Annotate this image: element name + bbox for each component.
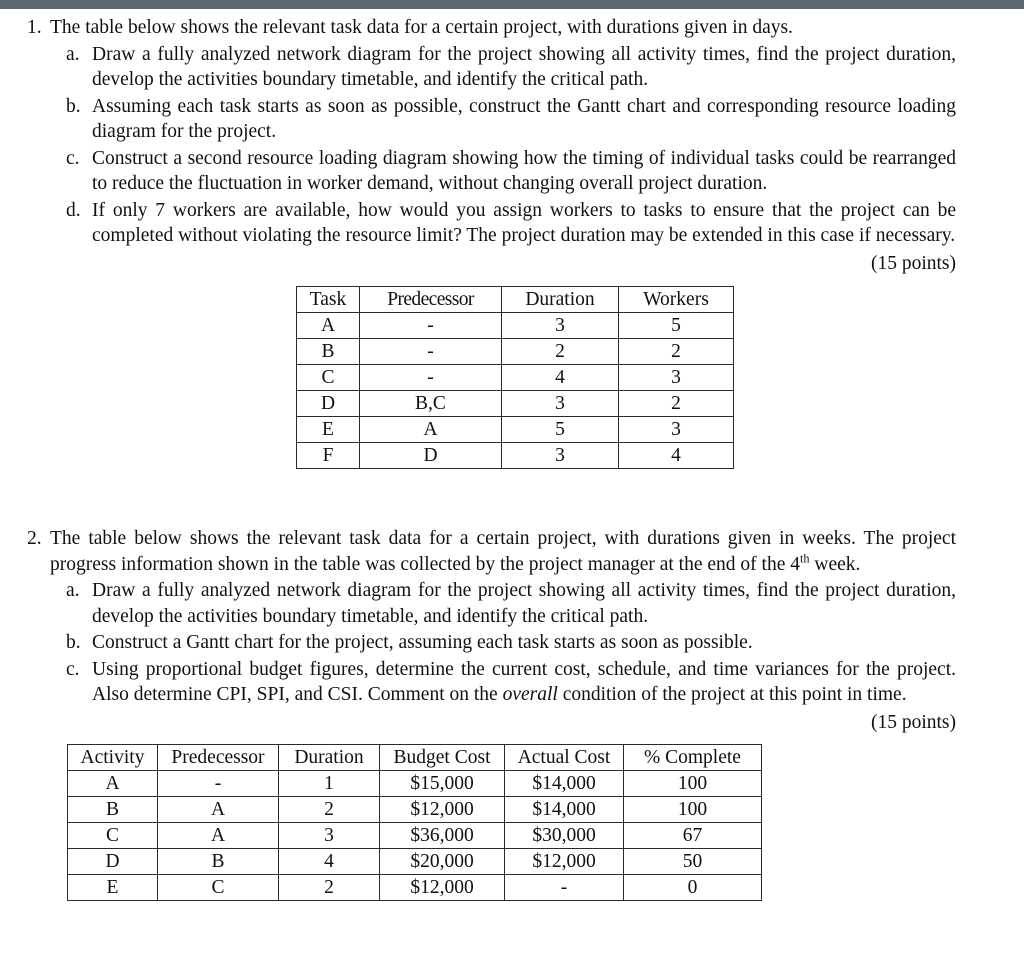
cell-predecessor: B [158, 849, 279, 875]
cell-predecessor: A [158, 823, 279, 849]
cell-budget-cost: $36,000 [380, 823, 505, 849]
question-2 [0, 526, 1024, 735]
cell-workers: 3 [619, 417, 734, 443]
question-1-subitem-a-marker: a. [66, 43, 80, 65]
question-1 [0, 15, 1024, 276]
column-header-duration: Duration [502, 287, 619, 313]
task-data-table-container [0, 276, 1024, 469]
cell-budget-cost: $20,000 [380, 849, 505, 875]
question-2-marker: 2. [27, 528, 42, 549]
cell-duration: 2 [279, 797, 380, 823]
cell-percent-complete: 67 [624, 823, 762, 849]
column-header-budget-cost: Budget Cost [380, 745, 505, 771]
question-2-subitem-c-text [92, 657, 1024, 708]
question-1-marker: 1. [27, 17, 42, 38]
column-header-task: Task [297, 287, 360, 313]
cell-activity: C [68, 823, 158, 849]
question-1-stem: The table below shows the relevant task data for a certain project, with durations given in days. [50, 17, 793, 38]
cell-actual-cost: $14,000 [505, 771, 624, 797]
section-spacer [0, 469, 1024, 495]
cell-duration: 1 [279, 771, 380, 797]
cell-task: C [297, 365, 360, 391]
cell-task: F [297, 443, 360, 469]
table-row [68, 797, 762, 823]
column-header-percent-complete: % Complete [624, 745, 762, 771]
column-header-actual-cost: Actual Cost [505, 745, 624, 771]
question-1-points: (15 points) [870, 252, 956, 274]
table-row [297, 417, 734, 443]
cell-percent-complete: 100 [624, 771, 762, 797]
cell-workers: 2 [619, 391, 734, 417]
cell-duration: 3 [502, 313, 619, 339]
question-1-subitem-c-marker: c. [66, 147, 80, 169]
subitem-c-emphasis: overall [502, 684, 558, 705]
question-1-subitem-c-text: Construct a second resource loading diagram showing how the timing of individual tasks could be rearranged to reduce the fluctuation in worker demand, without changing overall project duration. [92, 147, 956, 194]
cell-predecessor: D [360, 443, 502, 469]
cell-percent-complete: 50 [624, 849, 762, 875]
cell-workers: 5 [619, 313, 734, 339]
question-2-subitem-c-marker: c. [66, 658, 80, 680]
column-header-predecessor: Predecessor [158, 745, 279, 771]
question-1-subitem-d-text: If only 7 workers are available, how would you assign workers to tasks to ensure that the project can be completed without violating the resource limit? The project duration may be extended in this case if necessary. [92, 199, 956, 246]
cell-duration: 2 [502, 339, 619, 365]
task-data-table [296, 286, 734, 469]
question-2-subitem-b-marker: b. [66, 632, 81, 653]
question-2-subitem-a-marker: a. [66, 580, 80, 601]
cell-budget-cost: $12,000 [380, 875, 505, 901]
question-2-subitems [50, 578, 1024, 708]
document-page [0, 15, 1024, 901]
table-header-row [297, 287, 734, 313]
cell-task: A [297, 313, 360, 339]
table-row [297, 365, 734, 391]
subitem-c-text-part2: condition of the project at this point in time. [557, 684, 907, 705]
question-1-subitems [50, 42, 1024, 249]
cell-predecessor: B,C [360, 391, 502, 417]
cell-predecessor: - [158, 771, 279, 797]
cell-task: E [297, 417, 360, 443]
column-header-workers: Workers [619, 287, 734, 313]
question-1-subitem-a [50, 42, 1024, 93]
question-1-subitem-a-text: Draw a fully analyzed network diagram for the project showing all activity times, find the project duration, develop the activities boundary timetable, and identify the critical path. [92, 43, 956, 90]
cell-duration: 4 [502, 365, 619, 391]
cell-workers: 2 [619, 339, 734, 365]
question-2-points: (15 points) [870, 711, 956, 733]
table-row [297, 339, 734, 365]
cell-task: D [297, 391, 360, 417]
cell-predecessor: A [360, 417, 502, 443]
column-header-activity: Activity [68, 745, 158, 771]
cell-duration: 4 [279, 849, 380, 875]
question-1-subitem-d [50, 198, 1024, 249]
cell-actual-cost: $30,000 [505, 823, 624, 849]
question-1-subitem-c [50, 146, 1024, 197]
cell-budget-cost: $15,000 [380, 771, 505, 797]
question-2-subitem-a [50, 578, 1024, 629]
cell-activity: E [68, 875, 158, 901]
table-row [297, 391, 734, 417]
cell-activity: B [68, 797, 158, 823]
table-row [68, 875, 762, 901]
cell-task: B [297, 339, 360, 365]
column-header-predecessor: Predecessor [360, 287, 502, 313]
question-list [0, 15, 1024, 276]
cell-budget-cost: $12,000 [380, 797, 505, 823]
cell-actual-cost: $12,000 [505, 849, 624, 875]
question-2-stem-part2: week. [809, 553, 861, 575]
question-2-subitem-b [50, 630, 1024, 656]
question-1-subitem-d-marker: d. [66, 199, 81, 221]
cell-actual-cost: - [505, 875, 624, 901]
cell-duration: 2 [279, 875, 380, 901]
column-header-duration: Duration [279, 745, 380, 771]
cell-duration: 3 [502, 443, 619, 469]
question-2-subitem-a-text: Draw a fully analyzed network diagram for the project showing all activity times, find the project duration, develop the activities boundary timetable, and identify the critical path. [92, 580, 956, 627]
cell-duration: 5 [502, 417, 619, 443]
question-2-subitem-b-text: Construct a Gantt chart for the project, assuming each task starts as soon as possible. [92, 632, 753, 653]
cell-predecessor: - [360, 365, 502, 391]
cell-actual-cost: $14,000 [505, 797, 624, 823]
cell-predecessor: A [158, 797, 279, 823]
cell-activity: D [68, 849, 158, 875]
cell-workers: 3 [619, 365, 734, 391]
progress-data-table [67, 744, 762, 901]
question-1-subitem-b [50, 94, 1024, 145]
subitem-c-text-part1: Using proportional budget figures, determine the current cost, schedule, and time variances for the project. Also determine CPI, SPI, and CSI. Comment on the [92, 658, 956, 705]
cell-workers: 4 [619, 443, 734, 469]
table-header-row [68, 745, 762, 771]
question-2-stem-superscript: th [799, 551, 810, 565]
table-row [297, 313, 734, 339]
table-row [68, 771, 762, 797]
question-2-subitem-c [50, 657, 1024, 708]
top-decorative-bar [0, 0, 1024, 9]
cell-duration: 3 [502, 391, 619, 417]
question-1-subitem-b-marker: b. [66, 95, 81, 117]
cell-predecessor: C [158, 875, 279, 901]
question-list-2 [0, 526, 1024, 735]
cell-predecessor: - [360, 339, 502, 365]
cell-percent-complete: 0 [624, 875, 762, 901]
question-1-subitem-b-text: Assuming each task starts as soon as possible, construct the Gantt chart and corresponding resource loading diagram for the project. [92, 95, 956, 142]
question-2-stem [50, 526, 1024, 577]
table-row [68, 823, 762, 849]
cell-predecessor: - [360, 313, 502, 339]
cell-percent-complete: 100 [624, 797, 762, 823]
table-row [297, 443, 734, 469]
cell-activity: A [68, 771, 158, 797]
progress-data-table-container [0, 735, 1024, 901]
table-row [68, 849, 762, 875]
question-2-stem-part1: The table below shows the relevant task data for a certain project, with durations given in weeks. The project progress information shown in the table was collected by the project manager at the end of the 4 [50, 528, 956, 575]
cell-duration: 3 [279, 823, 380, 849]
